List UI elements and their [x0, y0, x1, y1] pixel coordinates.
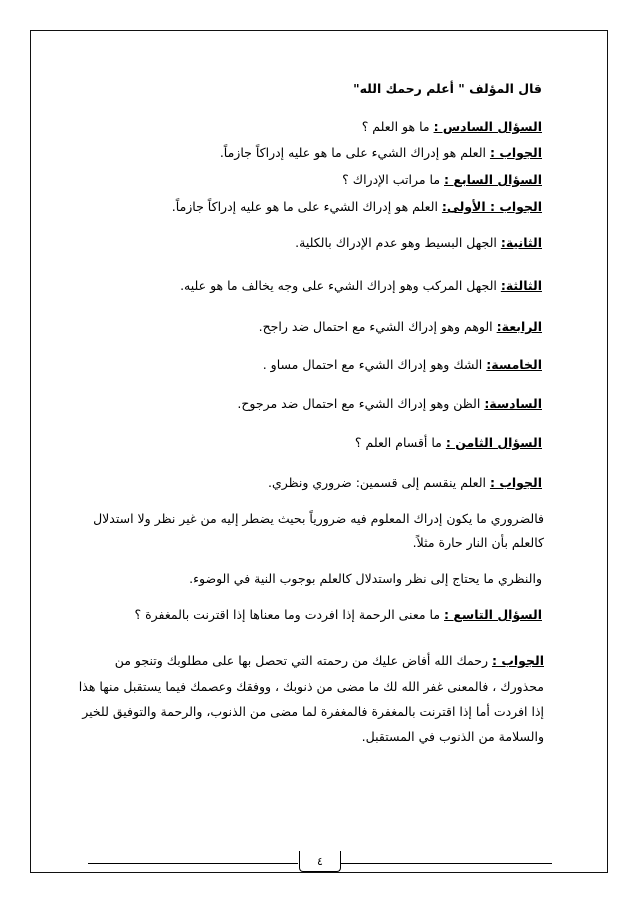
footer-rule-left [88, 863, 298, 864]
rank-fifth: الخامسة: الشك وهو إدراك الشيء مع احتمال مساو . [262, 357, 542, 372]
author-intro: قال المؤلف " أعلم رحمك الله" [353, 81, 542, 96]
question-6: السؤال السادس : ما هو العلم ؟ [361, 119, 542, 134]
daruri-line-1: فالضروري ما يكون إدراك المعلوم فيه ضرورياً بحيث يضطر إليه من غير نظر ولا استدلال [93, 511, 544, 526]
rank-third: الثالثة: الجهل المركب وهو إدراك الشيء على وجه يخالف ما هو عليه. [180, 278, 542, 293]
daruri-line-2: كالعلم بأن النار حارة مثلاً. [412, 535, 544, 550]
footer-rule-right [340, 863, 552, 864]
answer-9-line-1: الجواب : رحمك الله أفاض عليك من رحمته التي تحصل بها على مطلوبك وتنجو من [114, 653, 544, 668]
answer-9-line-4: والسلامة من الذنوب في المستقبل. [361, 729, 544, 744]
question-9: السؤال التاسع : ما معنى الرحمة إذا افردت وما معناها إذا اقترنت بالمغفرة ؟ [134, 607, 542, 622]
question-7: السؤال السابع : ما مراتب الإدراك ؟ [342, 172, 542, 187]
answer-7-first: الجواب : الأولى: العلم هو إدراك الشيء على ما هو عليه إدراكاً جازماً. [171, 199, 542, 214]
rank-second: الثانية: الجهل البسيط وهو عدم الإدراك بالكلية. [295, 235, 542, 250]
nazari-line: والنظري ما يحتاج إلى نظر واستدلال كالعلم بوجوب النية في الوضوء. [189, 571, 542, 586]
answer-6: الجواب : العلم هو إدراك الشيء على ما هو عليه إدراكاً جازماً. [219, 145, 542, 160]
rank-sixth: السادسة: الظن وهو إدراك الشيء مع احتمال ضد مرجوح. [237, 396, 542, 411]
answer-9-line-2: محذورك ، فالمعنى غفر الله لك ما مضى من ذنوبك ، ووفقك وعصمك فيما يستقبل منها هذا [78, 679, 544, 694]
answer-8: الجواب : العلم ينقسم إلى قسمين: ضروري ونظري. [267, 475, 542, 490]
page-number: ٤ [299, 851, 341, 872]
rank-fourth: الرابعة: الوهم وهو إدراك الشيء مع احتمال ضد راجح. [258, 319, 542, 334]
question-8: السؤال الثامن : ما أقسام العلم ؟ [354, 435, 542, 450]
answer-9-line-3: إذا افردت أما إذا اقترنت بالمغفرة فالمغفرة لما مضى من الذنوب، والرحمة والتوفيق للخير [82, 704, 544, 719]
